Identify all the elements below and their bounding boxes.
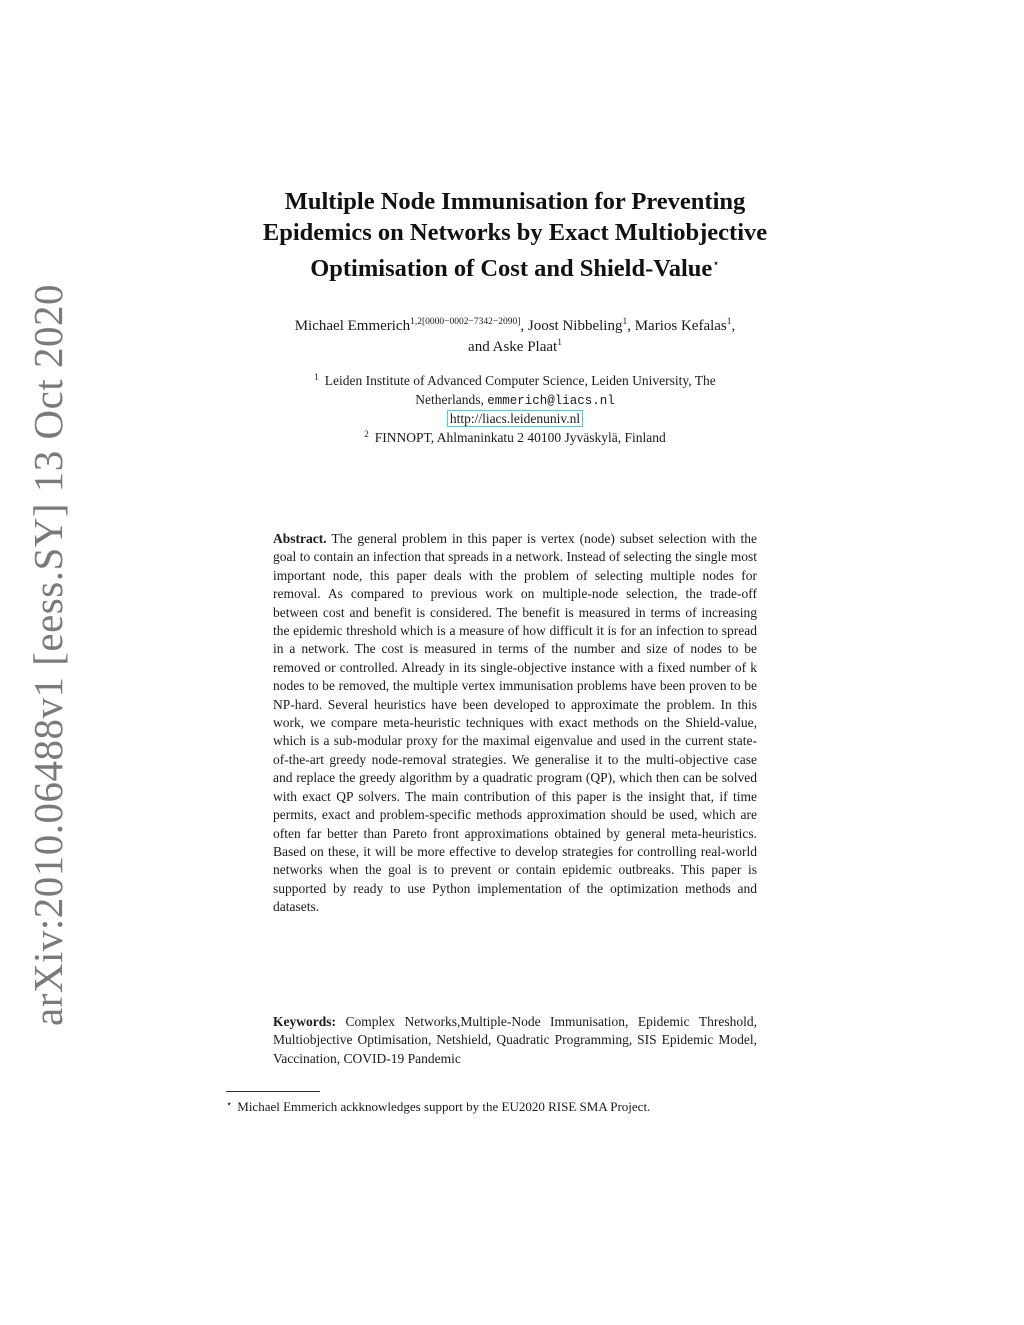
author-line [200, 316, 830, 337]
footnote-mark: ⋆ [226, 1099, 233, 1110]
affiliation-2 [230, 429, 800, 448]
keywords-label: Keywords: [273, 1014, 336, 1029]
affiliation-text: Leiden Institute of Advanced Computer Science, Leiden University, The [324, 373, 716, 388]
arxiv-identifier: arXiv:2010.06488v1 [eess.SY] 13 Oct 2020 [25, 284, 71, 1026]
title-footnote-mark: ⋆ [712, 256, 720, 270]
affiliation-text: Netherlands, [415, 391, 484, 407]
author-name: Marios Kefalas [634, 318, 727, 334]
author-separator: , [731, 318, 736, 334]
footnote-text: Michael Emmerich ackknowledges support by the EU2020 RISE SMA Project. [237, 1099, 651, 1114]
affiliation-text: FINNOPT, Ahlmaninkatu 2 40100 Jyväskylä, Finland [374, 429, 666, 445]
abstract-label: Abstract. [273, 531, 327, 546]
title-line: Multiple Node Immunisation for Preventing [284, 188, 746, 215]
keywords-text: Complex Networks,Multiple-Node Immunisation, Epidemic Threshold, Multiobjective Optimisation, Netshield, Quadratic Programming, SIS Epidemic Model, Vaccination, COVID-19 Pandemic [273, 1014, 757, 1066]
author-separator: , [627, 318, 635, 334]
affiliation-1 [230, 372, 800, 391]
affiliation-mark: 1 [314, 372, 319, 382]
author-name: and Aske Plaat [468, 339, 558, 355]
title-line: Epidemics on Networks by Exact Multiobjective [262, 219, 768, 246]
author-affiliation-mark: 1,2[0000−0002−7342−2090] [410, 317, 521, 327]
paper-title [180, 186, 850, 284]
author-affiliation-mark: 1 [557, 338, 562, 348]
arxiv-sidebar [20, 284, 76, 1026]
author-name: Michael Emmerich [294, 318, 411, 334]
footnote-divider [226, 1091, 320, 1092]
affiliation-url-line [230, 410, 800, 429]
title-line [180, 248, 850, 284]
affiliations [230, 372, 800, 447]
author-name: Joost Nibbeling [527, 318, 623, 334]
author-separator: , [520, 318, 528, 334]
footnote [226, 1096, 806, 1115]
author-affiliation-mark: 1 [726, 317, 732, 327]
affiliation-mark: 2 [364, 428, 369, 439]
author-line [200, 337, 830, 358]
author-list [200, 316, 830, 358]
url-link[interactable]: http://liacs.leidenuniv.nl [447, 410, 583, 427]
title-line-text: Optimisation of Cost and Shield-Value [310, 255, 713, 282]
affiliation-1-cont [230, 391, 800, 411]
author-affiliation-mark: 1 [622, 317, 628, 327]
abstract-text: The general problem in this paper is vertex (node) subset selection with the goal to contain an infection that spreads in a network. Instead of selecting the single most important node, this paper deals with the problem of selecting multiple nodes for removal. As compared to previous work on multiple-node selection, the trade-off between cost and benefit is considered. The benefit is measured in terms of increasing the epidemic threshold which is a measure of how difficult it is for an infection to spread in a network. The cost is measured in terms of the number and size of nodes to be removed or controlled. Already in its single-objective instance with a fixed number of k nodes to be removed, the multiple vertex immunisation problems have been proven to be NP-hard. Several heuristics have been developed to approximate the problem. In this work, we compare meta-heuristic techniques with exact methods on the Shield-value, which is a sub-modular proxy for the maximal eigenvalue and used in the current state-of-the-art greedy node-removal strategies. We generalise it to the multi-objective case and replace the greedy algorithm by a quadratic program (QP), which then can be solved with exact QP solvers. The main contribution of this paper is the insight that, if time permits, exact and problem-specific methods approximation should be used, which are often far better than Pareto front approximations obtained by general meta-heuristics. Based on these, it will be more effective to develop strategies for controlling real-world networks when the goal is to prevent or contain epidemic outbreaks. This paper is supported by ready to use Python implementation of the optimization methods and datasets. [273, 531, 757, 915]
abstract [273, 530, 757, 917]
keywords [273, 1013, 757, 1068]
email-link[interactable]: emmerich@liacs.nl [487, 393, 615, 408]
